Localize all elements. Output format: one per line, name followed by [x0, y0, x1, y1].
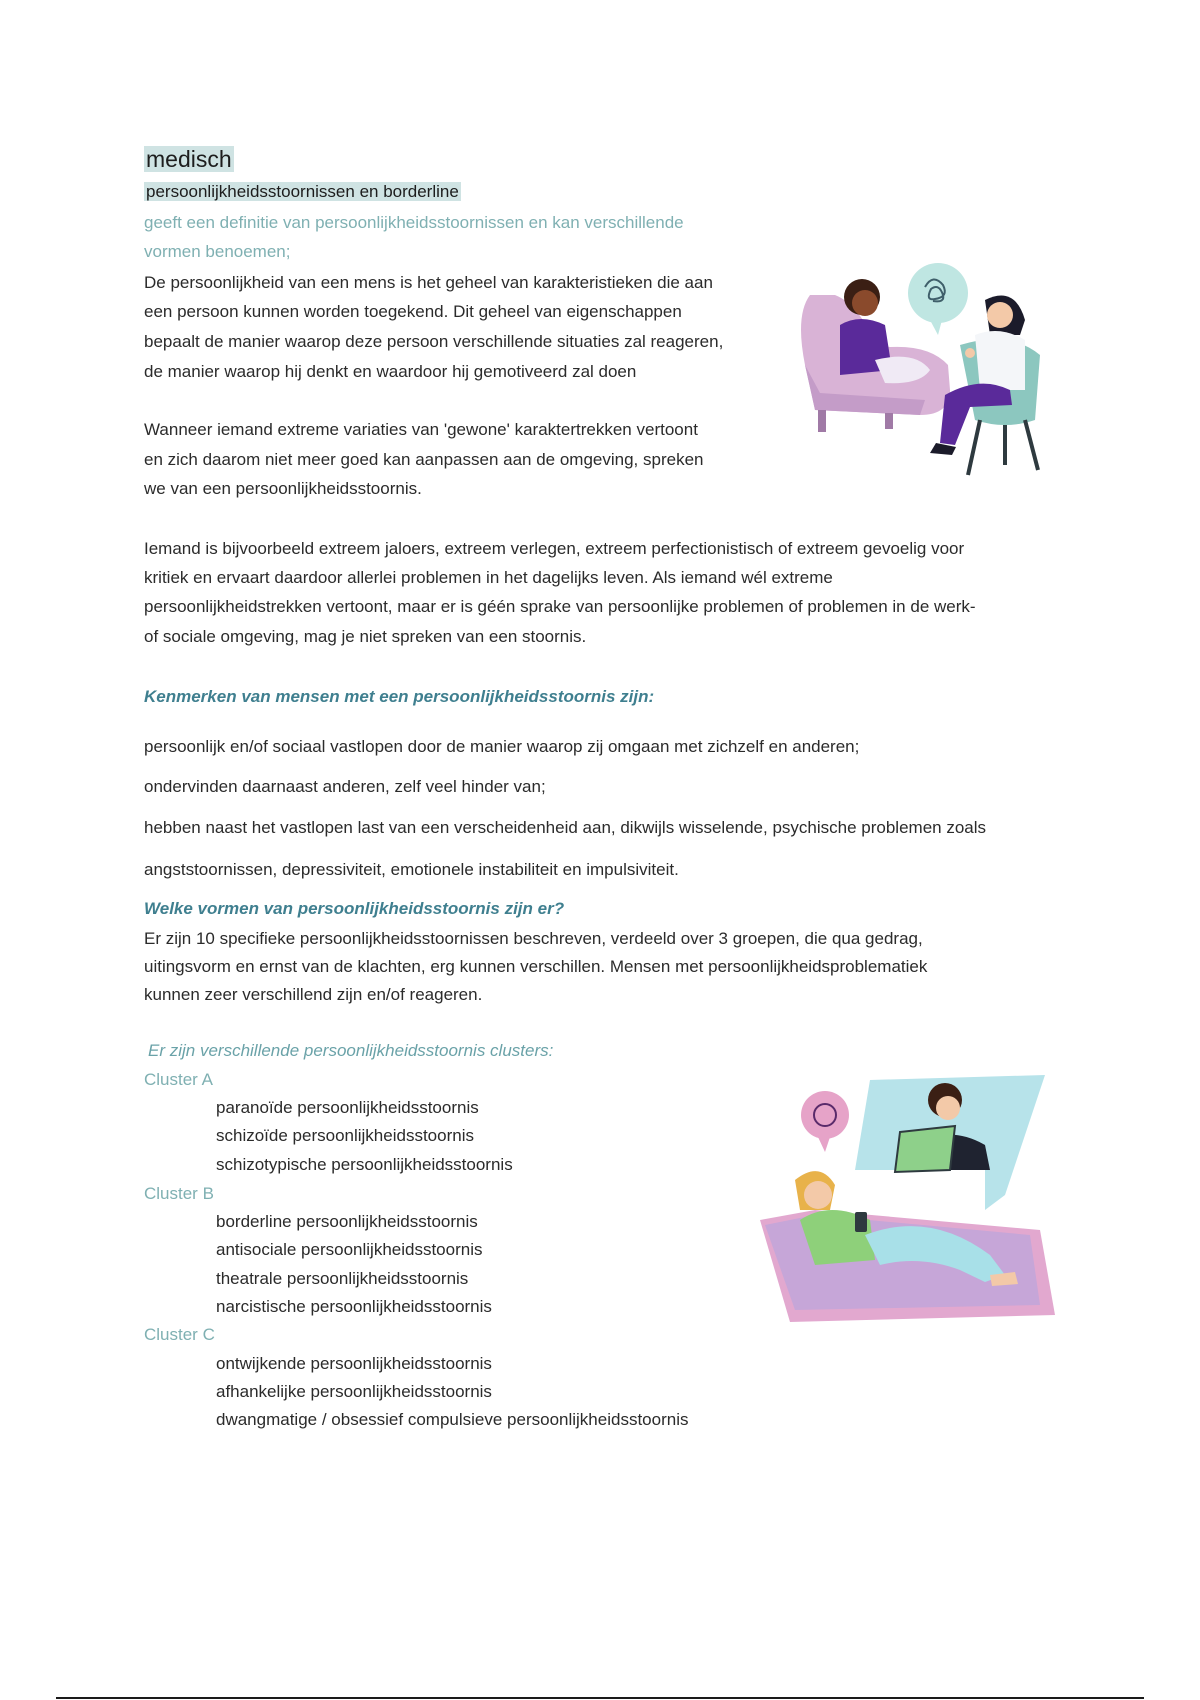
cluster-c-item: ontwijkende persoonlijkheidsstoornis: [216, 1354, 492, 1373]
intro-line-2: een persoon kunnen worden toegekend. Dit geheel van eigenschappen: [144, 302, 682, 321]
title-text: persoonlijkheidsstoornissen en borderline: [146, 182, 459, 201]
objective-line-2: vormen benoemen;: [144, 242, 291, 261]
characteristic-item: hebben naast het vastlopen last van een verscheidenheid aan, dikwijls wisselende, psychische problemen zoals: [144, 818, 987, 837]
document-title: [144, 180, 461, 204]
clusters-heading: Er zijn verschillende persoonlijkheidsstoornis clusters:: [148, 1041, 554, 1060]
characteristics-heading: Kenmerken van mensen met een persoonlijkheidsstoornis zijn:: [144, 687, 655, 706]
characteristic-item: persoonlijk en/of sociaal vastlopen door de manier waarop zij omgaan met zichzelf en anderen;: [144, 737, 860, 756]
forms-heading: Welke vormen van persoonlijkheidsstoornis zijn er?: [144, 899, 565, 918]
definition-line-2: en zich daarom niet meer goed kan aanpassen aan de omgeving, spreken: [144, 450, 704, 469]
cluster-a-item: schizoïde persoonlijkheidsstoornis: [216, 1126, 474, 1145]
therapy-session-illustration: [780, 225, 1070, 490]
cluster-b-item: narcistische persoonlijkheidsstoornis: [216, 1297, 492, 1316]
example-line-1: Iemand is bijvoorbeeld extreem jaloers, extreem verlegen, extreem perfectionistisch of extreem gevoelig voor: [144, 539, 965, 558]
example-line-4: of sociale omgeving, mag je niet spreken van een stoornis.: [144, 627, 587, 646]
definition-line-1: Wanneer iemand extreme variaties van 'gewone' karaktertrekken vertoont: [144, 420, 698, 439]
intro-line-1: De persoonlijkheid van een mens is het geheel van karakteristieken die aan: [144, 273, 713, 292]
intro-line-4: de manier waarop hij denkt en waardoor hij gemotiveerd zal doen: [144, 362, 637, 381]
cluster-c-item: afhankelijke persoonlijkheidsstoornis: [216, 1382, 492, 1401]
category-label: [144, 144, 234, 174]
example-line-3: persoonlijkheidstrekken vertoont, maar er is géén sprake van persoonlijke problemen of problemen in de werk-: [144, 597, 976, 616]
cluster-a-item: paranoïde persoonlijkheidsstoornis: [216, 1098, 479, 1117]
online-therapy-illustration: [760, 1060, 1060, 1335]
forms-line-3: kunnen zeer verschillend zijn en/of reageren.: [144, 985, 483, 1004]
cluster-a-item: schizotypische persoonlijkheidsstoornis: [216, 1155, 513, 1174]
characteristic-item: ondervinden daarnaast anderen, zelf veel hinder van;: [144, 777, 546, 796]
forms-line-2: uitingsvorm en ernst van de klachten, erg kunnen verschillen. Mensen met persoonlijkheidsproblematiek: [144, 957, 928, 976]
characteristic-item: angststoornissen, depressiviteit, emotionele instabiliteit en impulsiviteit.: [144, 860, 679, 879]
cluster-b-item: antisociale persoonlijkheidsstoornis: [216, 1240, 483, 1259]
footer-rule: [56, 1697, 1144, 1699]
forms-line-1: Er zijn 10 specifieke persoonlijkheidsstoornissen beschreven, verdeeld over 3 groepen, die qua gedrag,: [144, 929, 923, 948]
cluster-c-label: Cluster C: [144, 1325, 215, 1344]
cluster-c-item: dwangmatige / obsessief compulsieve persoonlijkheidsstoornis: [216, 1410, 689, 1429]
category-text: medisch: [146, 146, 232, 172]
cluster-a-label: Cluster A: [144, 1070, 213, 1089]
example-line-2: kritiek en ervaart daardoor allerlei problemen in het dagelijks leven. Als iemand wél extreme: [144, 568, 833, 587]
objective-line-1: geeft een definitie van persoonlijkheidsstoornissen en kan verschillende: [144, 213, 684, 232]
cluster-b-item: borderline persoonlijkheidsstoornis: [216, 1212, 478, 1231]
cluster-b-item: theatrale persoonlijkheidsstoornis: [216, 1269, 469, 1288]
intro-line-3: bepaalt de manier waarop deze persoon verschillende situaties zal reageren,: [144, 332, 724, 351]
definition-line-3: we van een persoonlijkheidsstoornis.: [144, 479, 422, 498]
cluster-b-label: Cluster B: [144, 1184, 214, 1203]
